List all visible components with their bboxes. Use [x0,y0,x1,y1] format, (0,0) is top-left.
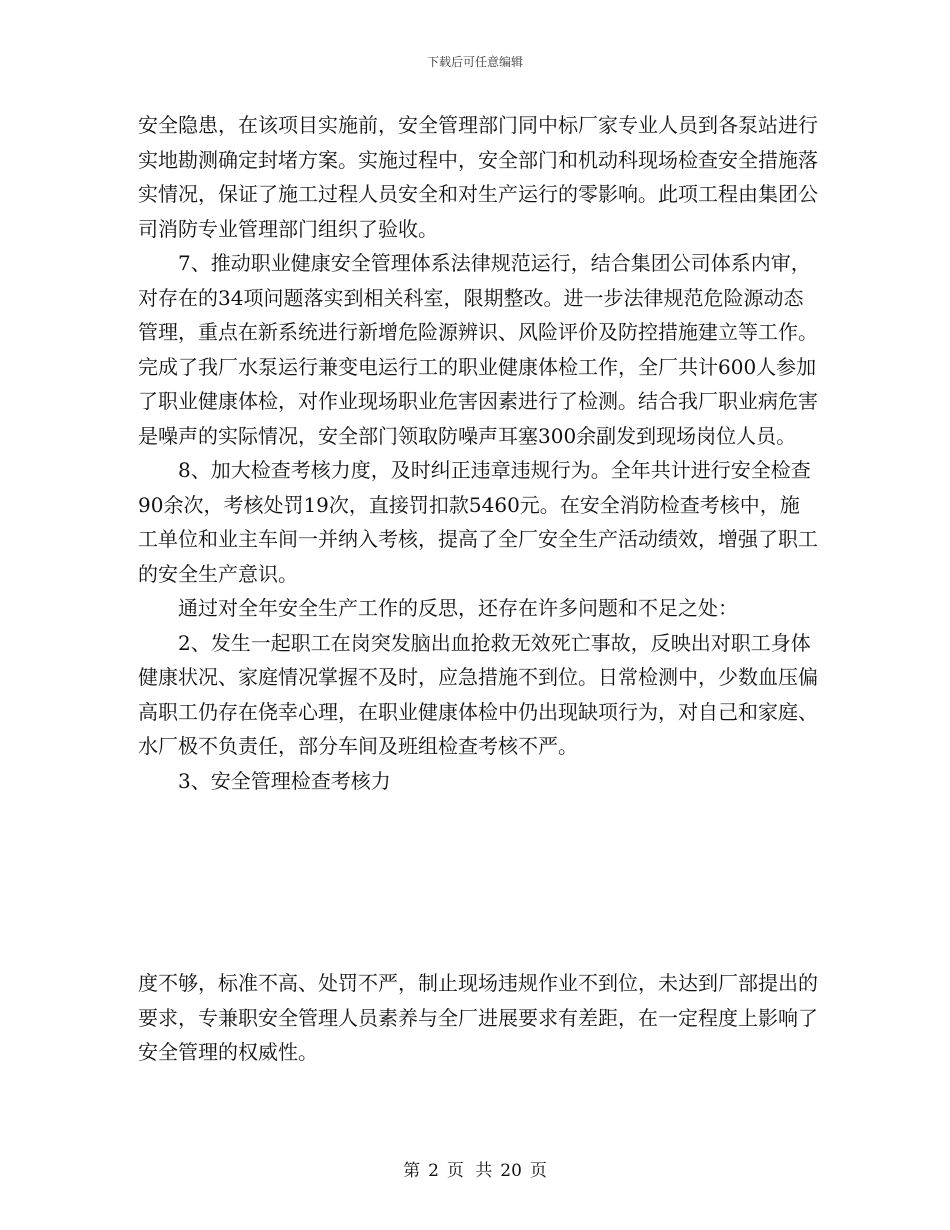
page-number: 2 [428,1161,439,1181]
footer-middle: 页 共 [446,1161,493,1181]
footer-suffix: 页 [529,1161,547,1181]
paragraph: 2、发生一起职工在岗突发脑出血抢救无效死亡事故，反映出对职工身体健康状况、家庭情况掌握不及时，应急措施不到位。日常检测中，少数血压偏高职工仍存在侥幸心理，在职业健康体检中仍出现缺项行为，对自己和家庭、水厂极不负责任，部分车间及班组检查考核不严。 [138,630,818,758]
paragraph: 3、安全管理检查考核力 [178,768,391,793]
total-pages: 20 [500,1161,522,1181]
paragraph: 安全隐患，在该项目实施前，安全管理部门同中标厂家专业人员到各泵站进行实地勘测确定封堵方案。实施过程中，安全部门和机动科现场检查安全措施落实情况，保证了施工过程人员安全和对生产运行的零影响。此项工程由集团公司消防专业管理部门组织了验收。 [138,113,818,241]
paragraph: 通过对全年安全生产工作的反思，还存在许多问题和不足之处： [178,596,738,620]
paragraph: 度不够，标准不高、处罚不严，制止现场违规作业不到位，未达到厂部提出的要求，专兼职安全管理人员素养与全厂进展要求有差距，在一定程度上影响了安全管理的权威性。 [138,971,818,1064]
paragraph: 8、加大检查考核力度，及时纠正违章违规行为。全年共计进行安全检查90余次，考核处罚19次，直接罚扣款5460元。在安全消防检查考核中，施工单位和业主车间一并纳入考核，提高了全厂安全生产活动绩效，增强了职工的安全生产意识。 [138,458,818,586]
body-text [138,108,818,798]
footer-prefix: 第 [403,1161,421,1181]
paragraph: 7、推动职业健康安全管理体系法律规范运行，结合集团公司体系内审，对存在的34项问题落实到相关科室，限期整改。进一步法律规范危险源动态管理，重点在新系统进行新增危险源辨识、风险评价及防控措施建立等工作。完成了我厂水泵运行兼变电运行工的职业健康体检工作，全厂共计600人参加了职业健康体检，对作业现场职业危害因素进行了检测。结合我厂职业病危害是噪声的实际情况，安全部门领取防噪声耳塞300余副发到现场岗位人员。 [138,251,818,448]
page-footer [0,1156,950,1181]
body-text-continued [138,966,818,1070]
page-header: 下载后可任意编辑 [426,55,523,69]
